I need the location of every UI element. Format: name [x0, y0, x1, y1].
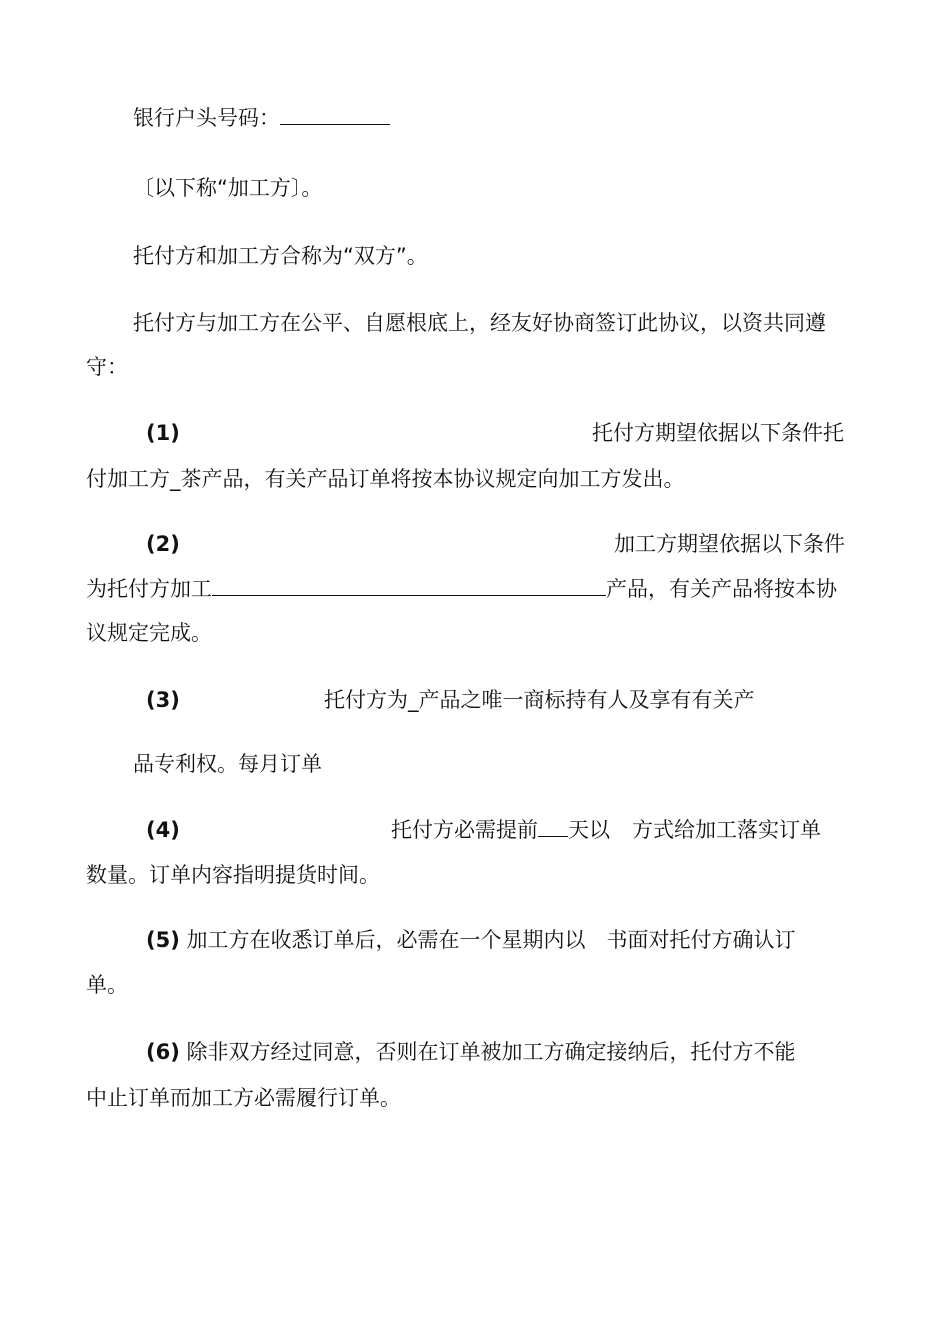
processor-alias: 〔以下称“加工方〕。 — [133, 176, 323, 200]
days-blank — [538, 818, 568, 837]
clause-5-line-2: 单。 — [86, 973, 128, 997]
clause-2-line-2 — [86, 575, 837, 603]
clause-3-line-1: 托付方为_产品之唯一商标持有人及享有有关产 — [324, 688, 755, 712]
clause-number: (2) — [146, 532, 180, 556]
clause-4-days-text: 天以 — [568, 818, 610, 842]
clause-4-line-1-start: 托付方必需提前 — [391, 818, 538, 842]
clause-6-line-2: 中止订单而加工方必需履行订单。 — [86, 1086, 401, 1110]
clause-number: (1) — [146, 421, 180, 445]
clause-5-line-1 — [146, 926, 796, 954]
clause-number: (6) — [146, 1040, 180, 1064]
both-parties-definition: 托付方和加工方合称为“双方”。 — [133, 244, 428, 268]
clause-4-line-1 — [391, 816, 821, 844]
clause-5-text: 加工方在收悉订单后，必需在一个星期内以 书面对托付方确认订 — [186, 928, 796, 952]
clause-4-line-1-end: 方式给加工落实订单 — [632, 818, 821, 842]
clause-2-line-2-start: 为托付方加工 — [86, 577, 212, 601]
bank-account-line — [133, 104, 390, 132]
clause-1-line-1: 托付方期望依据以下条件托 — [592, 421, 844, 445]
preamble-line-1: 托付方与加工方在公平、自愿根底上，经友好协商签订此协议，以资共同遵 — [133, 311, 826, 335]
bank-account-label: 银行户头号码： — [133, 106, 280, 130]
product-blank — [212, 577, 606, 596]
clause-2-line-1: 加工方期望依据以下条件 — [614, 532, 845, 556]
preamble-line-2: 守： — [86, 355, 128, 379]
bank-account-blank — [280, 106, 390, 125]
clause-4-line-2: 数量。订单内容指明提货时间。 — [86, 863, 380, 887]
clause-2-line-3: 议规定完成。 — [86, 621, 212, 645]
clause-6-line-1 — [146, 1038, 796, 1066]
clause-number: (5) — [146, 928, 180, 952]
clause-6-text: 除非双方经过同意，否则在订单被加工方确定接纳后，托付方不能 — [186, 1040, 796, 1064]
clause-number: (3) — [146, 688, 180, 712]
clause-1-line-2: 付加工方_茶产品，有关产品订单将按本协议规定向加工方发出。 — [86, 467, 685, 491]
clause-3-line-2: 品专利权。每月订单 — [133, 752, 322, 776]
clause-number: (4) — [146, 818, 180, 842]
clause-2-line-2-end: 产品，有关产品将按本协 — [606, 577, 837, 601]
